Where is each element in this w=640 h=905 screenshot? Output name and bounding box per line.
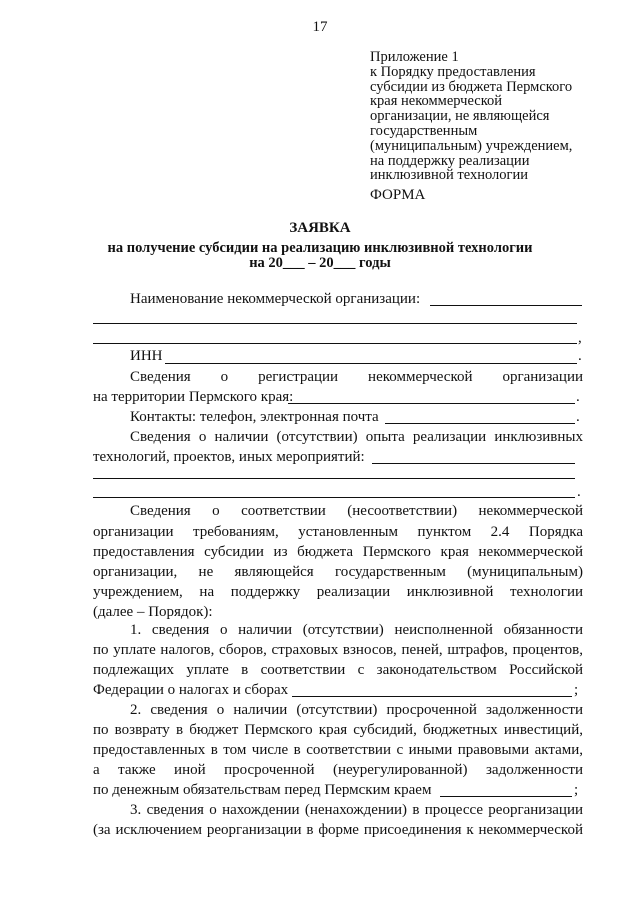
org-name-field[interactable]	[430, 305, 582, 306]
application-years: на 20___ – 20___ годы	[249, 255, 391, 271]
item2-line: а также иной просроченной (неурегулированной) задолженности	[93, 762, 583, 778]
experience-field[interactable]	[372, 463, 575, 464]
org-name-field-line-3[interactable]	[93, 343, 577, 344]
appendix-line: организации, не являющейся	[370, 108, 550, 125]
dot-mark: .	[576, 409, 580, 425]
appendix-line: государственным	[370, 122, 478, 139]
item2-line: 2. сведения о наличии (отсутствии) просроченной задолженности	[130, 702, 583, 718]
registration-field[interactable]	[288, 403, 575, 404]
item1-line: по уплате налогов, сборов, страховых взносов, пеней, штрафов, процентов,	[93, 642, 583, 658]
item2-line: по денежным обязательствам перед Пермским краем	[93, 782, 432, 798]
item2-line: предоставленных в том числе в соответствии с иными правовыми актами,	[93, 742, 583, 758]
org-name-label: Наименование некоммерческой организации:	[130, 291, 421, 307]
item3-line: 3. сведения о нахождении (ненахождении) в процессе реорганизации	[130, 802, 583, 818]
appendix-block	[370, 50, 620, 183]
experience-field-line-2[interactable]	[93, 478, 575, 479]
item1-line: Федерации о налогах и сборах	[93, 682, 289, 698]
appendix-line: инклюзивной технологии	[370, 167, 528, 184]
appendix-line: субсидии из бюджета Пермского	[370, 78, 573, 95]
org-name-field-line-2[interactable]	[93, 323, 577, 324]
comma-mark: ,	[578, 330, 582, 346]
contacts-field[interactable]	[385, 423, 575, 424]
page-number: 17	[312, 19, 328, 35]
dot-mark: .	[576, 389, 580, 405]
debt-field[interactable]	[440, 796, 572, 797]
tax-obligation-field[interactable]	[292, 696, 572, 697]
semicolon-mark: ;	[574, 682, 579, 698]
application-subtitle: на получение субсидии на реализацию инклюзивной технологии	[107, 240, 533, 256]
item1-line: 1. сведения о наличии (отсутствии) неисполненной обязанности	[130, 622, 583, 638]
compliance-line: предоставления субсидии из бюджета Пермского края некоммерческой	[93, 544, 583, 560]
registration-label-2: на территории Пермского края:	[93, 389, 294, 405]
item1-line: подлежащих уплате в соответствии с законодательством Российской	[93, 662, 583, 678]
semicolon-mark: ;	[574, 782, 579, 798]
item2-line: по возврату в бюджет Пермского края субсидий, бюджетных инвестиций,	[93, 722, 583, 738]
registration-label-1: Сведения о регистрации некоммерческой организации	[130, 369, 583, 385]
item3-line: (за исключением реорганизации в форме присоединения к некоммерческой	[93, 822, 583, 838]
dot-mark: .	[578, 348, 582, 364]
compliance-line: организации требованиям, установленным пунктом 2.4 Порядка	[93, 524, 583, 540]
appendix-line: (муниципальным) учреждением,	[370, 137, 573, 154]
form-label: ФОРМА	[370, 187, 426, 203]
appendix-line: к Порядку предоставления	[370, 63, 536, 80]
compliance-line: Сведения о соответствии (несоответствии) некоммерческой	[130, 503, 583, 519]
experience-field-line-3[interactable]	[93, 497, 575, 498]
experience-label-2: технологий, проектов, иных мероприятий:	[93, 449, 365, 465]
compliance-line: организации, не являющейся государственным (муниципальным)	[93, 564, 583, 580]
inn-label: ИНН	[130, 348, 163, 364]
experience-label-1: Сведения о наличии (отсутствии) опыта реализации инклюзивных	[130, 429, 583, 445]
application-title: ЗАЯВКА	[289, 220, 351, 236]
appendix-line: края некоммерческой	[370, 93, 503, 110]
compliance-line: (далее – Порядок):	[93, 604, 213, 620]
inn-field[interactable]	[165, 363, 577, 364]
appendix-line: Приложение 1	[370, 49, 459, 65]
appendix-line: на поддержку реализации	[370, 152, 530, 169]
contacts-label: Контакты: телефон, электронная почта	[130, 409, 379, 425]
dot-mark: .	[577, 484, 581, 500]
compliance-line: учреждением, на поддержку реализации инклюзивной технологии	[93, 584, 583, 600]
